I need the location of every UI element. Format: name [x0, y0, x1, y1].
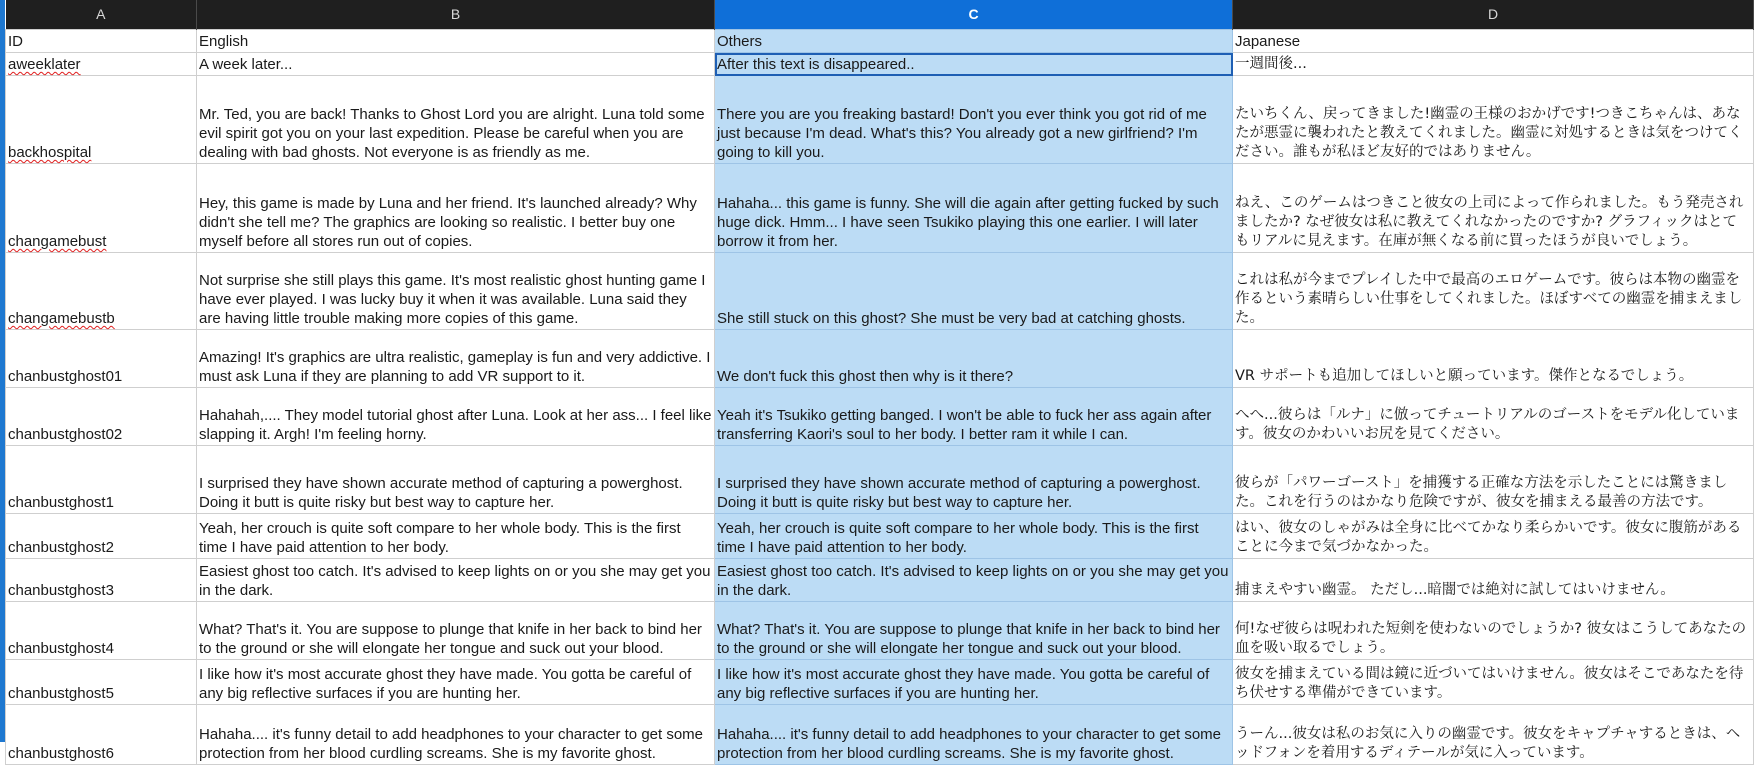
cell-id[interactable] [6, 53, 197, 76]
cell-others[interactable]: I surprised they have shown accurate method of capturing a powerghost. Doing it butt is quite risky but best way to capture her. [715, 446, 1233, 514]
spreadsheet-grid [5, 0, 1754, 765]
cell-japanese[interactable]: うーん...彼女は私のお気に入りの幽霊です。彼女をキャプチャするときは、ヘッドフォンを着用するディテールが気に入っています。 [1233, 705, 1754, 765]
column-header-bar [6, 0, 1754, 30]
cell-id[interactable]: chanbustghost4 [6, 602, 197, 660]
cell-japanese[interactable]: はい、彼女のしゃがみは全身に比べてかなり柔らかいです。彼女に腹筋があることに今まで気づかなかった。 [1233, 514, 1754, 559]
cell-id-text: aweeklater [8, 56, 81, 73]
cell-japanese[interactable]: VR サポートも追加してほしいと願っています。傑作となるでしょう。 [1233, 330, 1754, 388]
cell-others[interactable]: I like how it's most accurate ghost they have made. You gotta be careful of any big reflective surfaces if you are hunting her. [715, 660, 1233, 705]
table-row [6, 660, 1754, 705]
cell-header-japanese[interactable]: Japanese [1233, 30, 1754, 53]
cell-id-text: changamebust [8, 233, 107, 250]
table-row [6, 559, 1754, 602]
cell-japanese[interactable]: 彼女を捕まえている間は鏡に近づいてはいけません。彼女はそこであなたを待ち伏せする準備ができています。 [1233, 660, 1754, 705]
cell-header-id[interactable]: ID [6, 30, 197, 53]
cell-japanese[interactable]: たいちくん、戻ってきました!幽霊の王様のおかげです!つきこちゃんは、あなたが悪霊に襲われたと教えてくれました。幽霊に対処するときは気をつけてください。誰もが私ほど友好的ではありません。 [1233, 76, 1754, 164]
cell-id[interactable] [6, 164, 197, 253]
table-row [6, 514, 1754, 559]
row-selection-indicator [0, 0, 5, 742]
cell-others[interactable]: She still stuck on this ghost? She must be very bad at catching ghosts. [715, 253, 1233, 330]
table-row [6, 53, 1754, 76]
cell-id-text: backhospital [8, 144, 92, 161]
table-row [6, 705, 1754, 765]
cell-id[interactable]: chanbustghost01 [6, 330, 197, 388]
cell-japanese[interactable]: へへ...彼らは「ルナ」に倣ってチュートリアルのゴーストをモデル化しています。彼女のかわいいお尻を見てください。 [1233, 388, 1754, 446]
cell-japanese[interactable]: 一週間後... [1233, 53, 1754, 76]
cell-id[interactable]: chanbustghost6 [6, 705, 197, 765]
cell-id[interactable]: chanbustghost1 [6, 446, 197, 514]
cell-japanese[interactable]: これは私が今までプレイした中で最高のエロゲームです。彼らは本物の幽霊を作るという素晴らしい仕事をしてくれました。ほぼすべての幽霊を捕まえました。 [1233, 253, 1754, 330]
cell-english[interactable]: A week later... [197, 53, 715, 76]
cell-others[interactable]: We don't fuck this ghost then why is it there? [715, 330, 1233, 388]
table-row [6, 330, 1754, 388]
cell-id[interactable]: chanbustghost3 [6, 559, 197, 602]
cell-japanese[interactable]: 何!なぜ彼らは呪われた短剣を使わないのでしょうか? 彼女はこうしてあなたの血を吸い取るでしょう。 [1233, 602, 1754, 660]
column-header-a[interactable]: A [6, 0, 197, 30]
cell-english[interactable]: Easiest ghost too catch. It's advised to keep lights on or you she may get you in the dark. [197, 559, 715, 602]
cell-id[interactable]: chanbustghost02 [6, 388, 197, 446]
cell-header-english[interactable]: English [197, 30, 715, 53]
cell-english[interactable]: Amazing! It's graphics are ultra realistic, gameplay is fun and very addictive. I must ask Luna if they are planning to add VR support to it. [197, 330, 715, 388]
column-header-d[interactable]: D [1233, 0, 1754, 30]
cell-others[interactable]: Hahaha... this game is funny. She will die again after getting fucked by such huge dick. Hmm... I have seen Tsukiko playing this one earlier. I will later borrow it from her. [715, 164, 1233, 253]
cell-english[interactable]: Hahaha.... it's funny detail to add headphones to your character to get some protection from her blood curdling screams. She is my favorite ghost. [197, 705, 715, 765]
cell-japanese[interactable]: 捕まえやすい幽霊。 ただし...暗闇では絶対に試してはいけません。 [1233, 559, 1754, 602]
cell-id[interactable] [6, 76, 197, 164]
cell-others[interactable]: Yeah, her crouch is quite soft compare to her whole body. This is the first time I have paid attention to her body. [715, 514, 1233, 559]
cell-others[interactable]: There you are you freaking bastard! Don't you ever think you got rid of me just because I'm dead. What's this? You already got a new girlfriend? I'm going to kill you. [715, 76, 1233, 164]
table-row [6, 30, 1754, 53]
cell-english[interactable]: What? That's it. You are suppose to plunge that knife in her back to bind her to the ground or she will elongate her tongue and suck out your blood. [197, 602, 715, 660]
cell-japanese[interactable]: ねえ、このゲームはつきこと彼女の上司によって作られました。もう発売されましたか? なぜ彼女は私に教えてくれなかったのですか? グラフィックはとてもリアルに見えます。在庫が無くなる前に買ったほうが良いでしょう。 [1233, 164, 1754, 253]
table-row [6, 446, 1754, 514]
column-header-c[interactable]: C [715, 0, 1233, 30]
cell-id[interactable] [6, 253, 197, 330]
cell-others-active[interactable]: After this text is disappeared.. [715, 53, 1233, 76]
cell-id[interactable]: chanbustghost2 [6, 514, 197, 559]
table-row [6, 164, 1754, 253]
cell-id-text: changamebustb [8, 310, 115, 327]
table-row [6, 388, 1754, 446]
cell-others[interactable]: Hahaha.... it's funny detail to add headphones to your character to get some protection from her blood curdling screams. She is my favorite ghost. [715, 705, 1233, 765]
cell-english[interactable]: Not surprise she still plays this game. It's most realistic ghost hunting game I have ever played. I was lucky buy it when it was available. Luna said they are having little trouble making more copies of this game. [197, 253, 715, 330]
table-row [6, 602, 1754, 660]
cell-others[interactable]: Easiest ghost too catch. It's advised to keep lights on or you she may get you in the dark. [715, 559, 1233, 602]
table-row [6, 76, 1754, 164]
cell-others[interactable]: Yeah it's Tsukiko getting banged. I won't be able to fuck her ass again after transferring Kaori's soul to her body. I better ram it while I can. [715, 388, 1233, 446]
cell-english[interactable]: Hey, this game is made by Luna and her friend. It's launched already? Why didn't she tell me? The graphics are looking so realistic. I better buy one myself before all stores run out of copies. [197, 164, 715, 253]
column-header-b[interactable]: B [197, 0, 715, 30]
cell-japanese[interactable]: 彼らが「パワーゴースト」を捕獲する正確な方法を示したことには驚きました。これを行うのはかなり危険ですが、彼女を捕まえる最善の方法です。 [1233, 446, 1754, 514]
cell-english[interactable]: Hahahah,.... They model tutorial ghost after Luna. Look at her ass... I feel like slapping it. Argh! I'm feeling horny. [197, 388, 715, 446]
cell-header-others[interactable]: Others [715, 30, 1233, 53]
cell-english[interactable]: I like how it's most accurate ghost they have made. You gotta be careful of any big reflective surfaces if you are hunting her. [197, 660, 715, 705]
cell-id[interactable]: chanbustghost5 [6, 660, 197, 705]
cell-english[interactable]: Mr. Ted, you are back! Thanks to Ghost Lord you are alright. Luna told some evil spirit got you on your last expedition. Please be careful when you are dealing with bad ghosts. Not everyone is as friendly as me. [197, 76, 715, 164]
cell-english[interactable]: Yeah, her crouch is quite soft compare to her whole body. This is the first time I have paid attention to her body. [197, 514, 715, 559]
cell-others[interactable]: What? That's it. You are suppose to plunge that knife in her back to bind her to the ground or she will elongate her tongue and suck out your blood. [715, 602, 1233, 660]
cell-english[interactable]: I surprised they have shown accurate method of capturing a powerghost. Doing it butt is quite risky but best way to capture her. [197, 446, 715, 514]
table-row [6, 253, 1754, 330]
